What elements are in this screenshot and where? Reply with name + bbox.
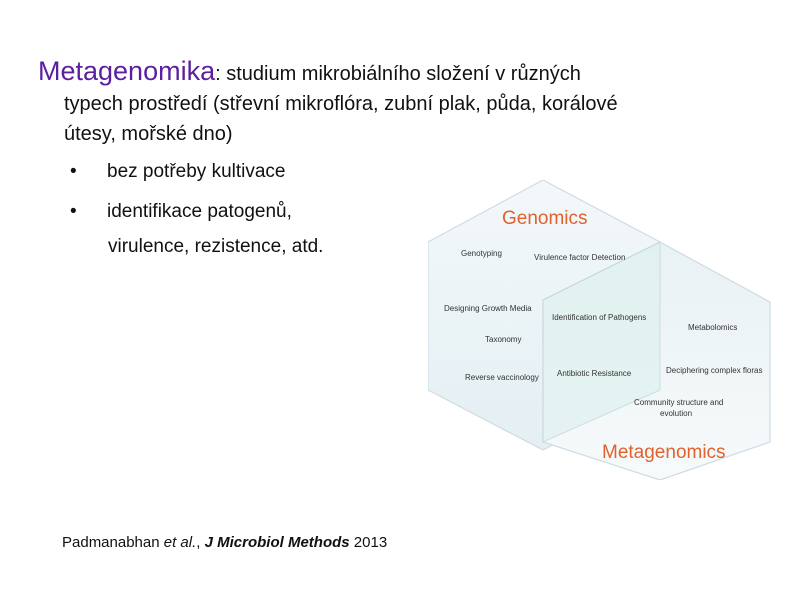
bullet-symbol: • bbox=[70, 161, 77, 182]
heading-line-2: typech prostředí (střevní mikroflóra, zubní plak, půda, korálové bbox=[64, 93, 618, 115]
bullet-item bbox=[60, 197, 420, 237]
label-metabolomics: Metabolomics bbox=[688, 323, 738, 332]
citation-authors: Padmanabhan bbox=[62, 534, 164, 551]
genomics-title: Genomics bbox=[502, 208, 588, 229]
metagenomics-title: Metagenomics bbox=[602, 442, 726, 463]
label-vaccinology: Reverse vaccinology bbox=[465, 373, 539, 382]
bullet-item bbox=[60, 157, 420, 197]
label-antibiotic: Antibiotic Resistance bbox=[557, 369, 632, 378]
slide-heading bbox=[38, 56, 758, 149]
citation bbox=[62, 533, 387, 553]
heading-term: Metagenomika bbox=[38, 56, 216, 86]
bullet-continuation: virulence, rezistence, atd. bbox=[108, 236, 324, 257]
bullet-text: identifikace patogenů, bbox=[107, 201, 292, 222]
citation-etal: et al. bbox=[163, 534, 197, 551]
heading-line-3: útesy, mořské dno) bbox=[64, 123, 233, 145]
bullet-symbol: • bbox=[70, 201, 77, 222]
label-community-2: evolution bbox=[660, 409, 693, 418]
heading-line-1 bbox=[38, 56, 758, 89]
label-taxonomy: Taxonomy bbox=[485, 335, 522, 344]
label-flora: Deciphering complex floras bbox=[666, 366, 763, 375]
label-community-1: Community structure and bbox=[634, 398, 724, 407]
label-virulence: Virulence factor Detection bbox=[534, 253, 626, 262]
genomics-metagenomics-figure bbox=[428, 180, 778, 485]
heading-definition-start: : studium mikrobiálního složení v různých bbox=[215, 63, 581, 85]
label-growth-media: Designing Growth Media bbox=[444, 304, 532, 313]
bullet-text: bez potřeby kultivace bbox=[107, 161, 286, 182]
label-genotyping: Genotyping bbox=[461, 249, 502, 258]
label-pathogens: Identification of Pathogens bbox=[552, 313, 647, 322]
citation-journal: J Microbiol Methods bbox=[204, 534, 350, 551]
figure-svg bbox=[428, 180, 778, 480]
citation-year: 2013 bbox=[349, 534, 388, 551]
bullet-list bbox=[60, 157, 420, 237]
citation-separator: , bbox=[196, 534, 205, 551]
